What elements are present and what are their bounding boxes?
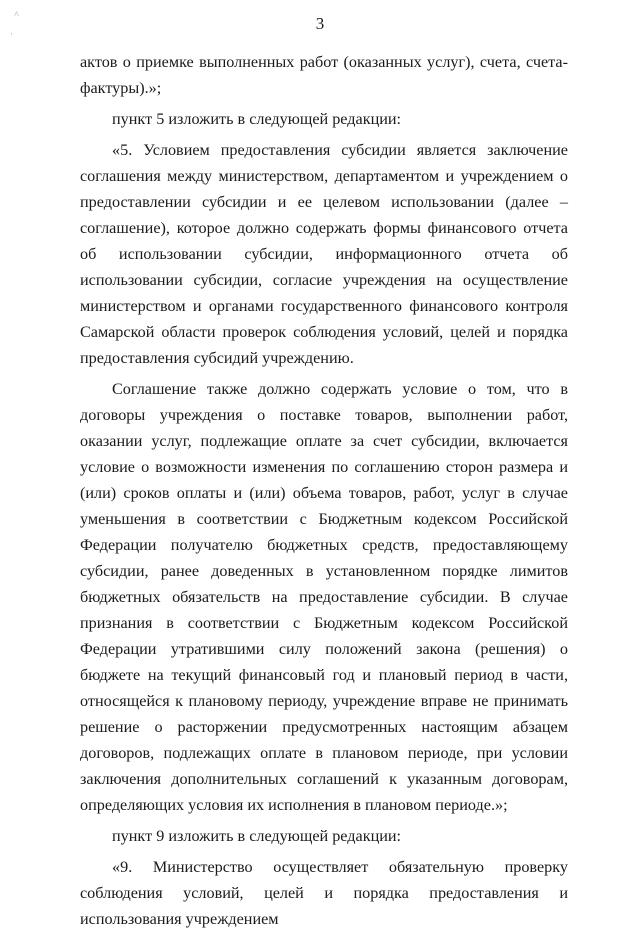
margin-mark: ·: [10, 29, 13, 39]
paragraph-continuation: актов о приемке выполненных работ (оказанных услуг), счета, счета-фактуры).»;: [80, 53, 568, 97]
paragraph-instruction-point-5: пункт 5 изложить в следующей редакции:: [112, 110, 402, 128]
document-body: [80, 49, 568, 932]
paragraph-instruction-point-9: пункт 9 изложить в следующей редакции:: [112, 827, 402, 845]
paragraph-agreement-condition: Соглашение также должно содержать условие о том, что в договоры учреждения о поставке товаров, выполнении работ, оказании услуг, подлежащие оплате за счет субсидии, включается условие о возможности изменения по соглашению сторон размера и (или) сроков оплаты и (или) объема товаров, работ, услуг в случае уменьшения в соответствии с Бюджетным кодексом Российской Федерации получателю бюджетных средств, предоставляющему субсидии, ранее доведенных в установленном порядке лимитов бюджетных обязательств на предоставление субсидии. В случае признания в соответствии с Бюджетным кодексом Российской Федерации утратившими силу положений закона (решения) о бюджете на текущий финансовый год и плановый период в части, относящейся к плановому периоду, учреждение вправе не принимать решение о расторжении предусмотренных настоящим абзацем договоров, подлежащих оплате в плановом периоде, при условии заключения дополнительных соглашений к указанным договорам, определяющих условия их исполнения в плановом периоде.»;: [80, 380, 568, 814]
margin-mark: ˄: [14, 9, 20, 19]
paragraph-point-5: «5. Условием предоставления субсидии является заключение соглашения между министерством, департаментом и учреждением о предоставлении субсидии и ее целевом использовании (далее – соглашение), которое должно содержать формы финансового отчета об использовании субсидии, информационного отчета об использовании субсидии, согласие учреждения на осуществление министерством и органами государственного финансового контроля Самарской области проверок соблюдения условий, целей и порядка предоставления субсидий учреждению.: [80, 141, 568, 367]
paragraph-point-9: «9. Министерство осуществляет обязательную проверку соблюдения условий, целей и порядка предоставления и использования учреждением: [80, 858, 568, 928]
page-number: 3: [315, 14, 325, 33]
